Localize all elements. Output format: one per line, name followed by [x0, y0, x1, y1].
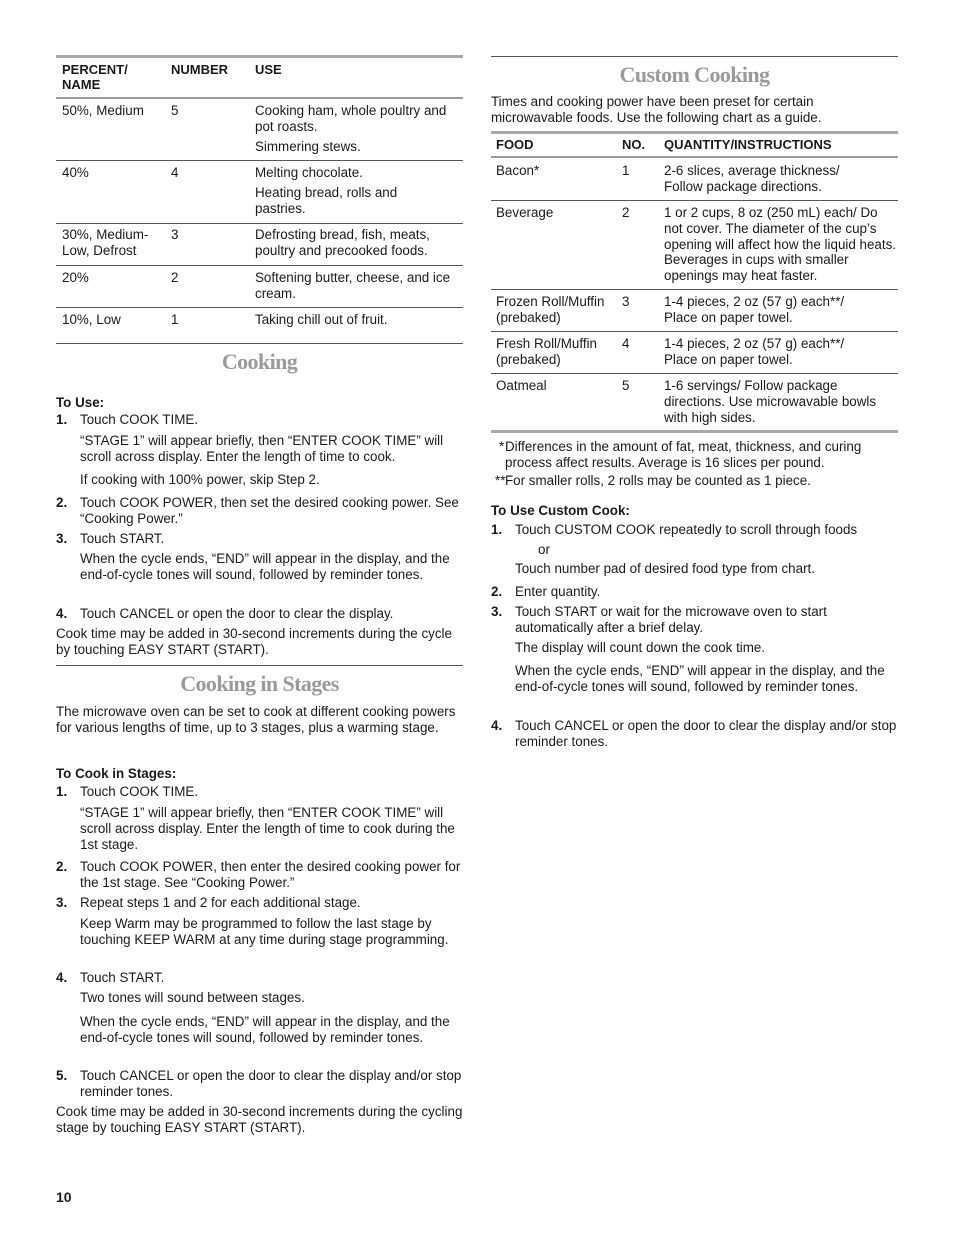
table-header-use: USE	[255, 62, 282, 77]
table-header-rule	[56, 97, 463, 99]
row-name: 20%	[62, 270, 89, 285]
cooking-step-detail: If cooking with 100% power, skip Step 2.	[80, 472, 320, 487]
row-use: Defrosting bread, fish, meats, poultry and precooked foods.	[255, 227, 430, 258]
row-number: 2	[171, 270, 179, 285]
row-name: 50%, Medium	[62, 103, 144, 118]
table-top-rule	[491, 131, 898, 134]
row-quantity: 1-4 pieces, 2 oz (57 g) each**/ Place on paper towel.	[664, 294, 845, 325]
section-top-rule	[491, 56, 898, 57]
row-food: Frozen Roll/Muffin (prebaked)	[496, 294, 605, 325]
page-number: 10	[56, 1189, 72, 1205]
row-no: 2	[622, 205, 630, 220]
row-use: Simmering stews.	[255, 139, 361, 154]
stages-step-detail: Keep Warm may be programmed to follow the last stage by touching KEEP WARM at any time during stage programming.	[80, 916, 449, 947]
row-use: Heating bread, rolls and pastries.	[255, 185, 398, 216]
table-header-food: FOOD	[496, 137, 534, 152]
stages-step-detail: “STAGE 1” will appear briefly, then “ENTER COOK TIME” will scroll across display. Enter the length of time to cook during the 1st stage.	[80, 805, 455, 852]
section-rule	[56, 665, 463, 666]
table-bottom-rule	[491, 430, 898, 433]
cooking-step-detail: “STAGE 1” will appear briefly, then “ENTER COOK TIME” will scroll across display. Enter the length of time to cook.	[80, 433, 444, 464]
custom-step-detail: The display will count down the cook time.	[515, 640, 766, 655]
row-no: 4	[622, 336, 630, 351]
stages-intro: The microwave oven can be set to cook at different cooking powers for various lengths of time, up to 3 stages, plus a warming stage.	[56, 704, 456, 735]
stages-step-detail: When the cycle ends, “END” will appear in the display, and the end-of-cycle tones will sound, followed by reminder tones.	[80, 1014, 450, 1045]
row-food: Oatmeal	[496, 378, 547, 393]
row-rule	[56, 307, 463, 308]
table-bottom-rule	[56, 343, 463, 344]
row-quantity: 1 or 2 cups, 8 oz (250 mL) each/ Do not cover. The diameter of the cup’s opening will affect how the liquid heats. Beverages in cups with smaller openings may heat faster.	[664, 205, 897, 284]
subhead-to-use: To Use:	[56, 395, 105, 410]
row-food: Beverage	[496, 205, 554, 220]
table-header-number: NUMBER	[171, 62, 229, 77]
row-rule	[491, 373, 898, 374]
row-rule	[491, 289, 898, 290]
row-number: 5	[171, 103, 179, 118]
stages-note: Cook time may be added in 30-second increments during the cycling stage by touching EASY START (START).	[56, 1104, 463, 1135]
row-use: Softening butter, cheese, and ice cream.	[255, 270, 451, 301]
row-name: 40%	[62, 165, 89, 180]
table-header-rule	[491, 156, 898, 158]
row-number: 1	[171, 312, 179, 327]
row-food: Bacon*	[496, 163, 540, 178]
table-top-rule	[56, 55, 463, 58]
row-rule	[56, 223, 463, 224]
row-use: Cooking ham, whole poultry and pot roasts.	[255, 103, 447, 134]
custom-step-detail: Touch number pad of desired food type from chart.	[515, 561, 815, 576]
table-header-quantity: QUANTITY/INSTRUCTIONS	[664, 137, 832, 152]
custom-step-or: or	[538, 542, 550, 557]
row-rule	[56, 265, 463, 266]
row-rule	[491, 200, 898, 201]
section-title-custom-cooking: Custom Cooking	[619, 62, 770, 87]
row-name: 10%, Low	[62, 312, 121, 327]
row-quantity: 2-6 slices, average thickness/ Follow package directions.	[664, 163, 840, 194]
custom-step-detail: When the cycle ends, “END” will appear in the display, and the end-of-cycle tones will sound, followed by reminder tones.	[515, 663, 885, 694]
stages-step-detail: Two tones will sound between stages.	[80, 990, 305, 1005]
table-header-percent: PERCENT/ NAME	[62, 62, 128, 92]
row-no: 5	[622, 378, 630, 393]
row-number: 3	[171, 227, 179, 242]
row-no: 3	[622, 294, 630, 309]
cooking-step-detail: When the cycle ends, “END” will appear in the display, and the end-of-cycle tones will sound, followed by reminder tones.	[80, 551, 450, 582]
row-name: 30%, Medium-Low, Defrost	[62, 227, 149, 258]
table-header-no: NO.	[622, 137, 646, 152]
row-quantity: 1-4 pieces, 2 oz (57 g) each**/ Place on paper towel.	[664, 336, 845, 367]
row-rule	[491, 331, 898, 332]
row-number: 4	[171, 165, 179, 180]
subhead-to-use-custom-cook: To Use Custom Cook:	[491, 503, 630, 518]
section-title-cooking: Cooking	[221, 349, 298, 374]
cooking-note: Cook time may be added in 30-second increments during the cycle by touching EASY START (START).	[56, 626, 452, 657]
row-use: Taking chill out of fruit.	[255, 312, 388, 327]
section-title-cooking-in-stages: Cooking in Stages	[180, 671, 339, 696]
row-rule	[56, 160, 463, 161]
subhead-to-cook-in-stages: To Cook in Stages:	[56, 766, 177, 781]
row-no: 1	[622, 163, 630, 178]
row-quantity: 1-6 servings/ Follow package directions. Use microwavable bowls with high sides.	[664, 378, 877, 425]
custom-intro: Times and cooking power have been preset for certain microwavable foods. Use the following chart as a guide.	[491, 94, 822, 125]
row-use: Melting chocolate.	[255, 165, 363, 180]
row-food: Fresh Roll/Muffin (prebaked)	[496, 336, 597, 367]
